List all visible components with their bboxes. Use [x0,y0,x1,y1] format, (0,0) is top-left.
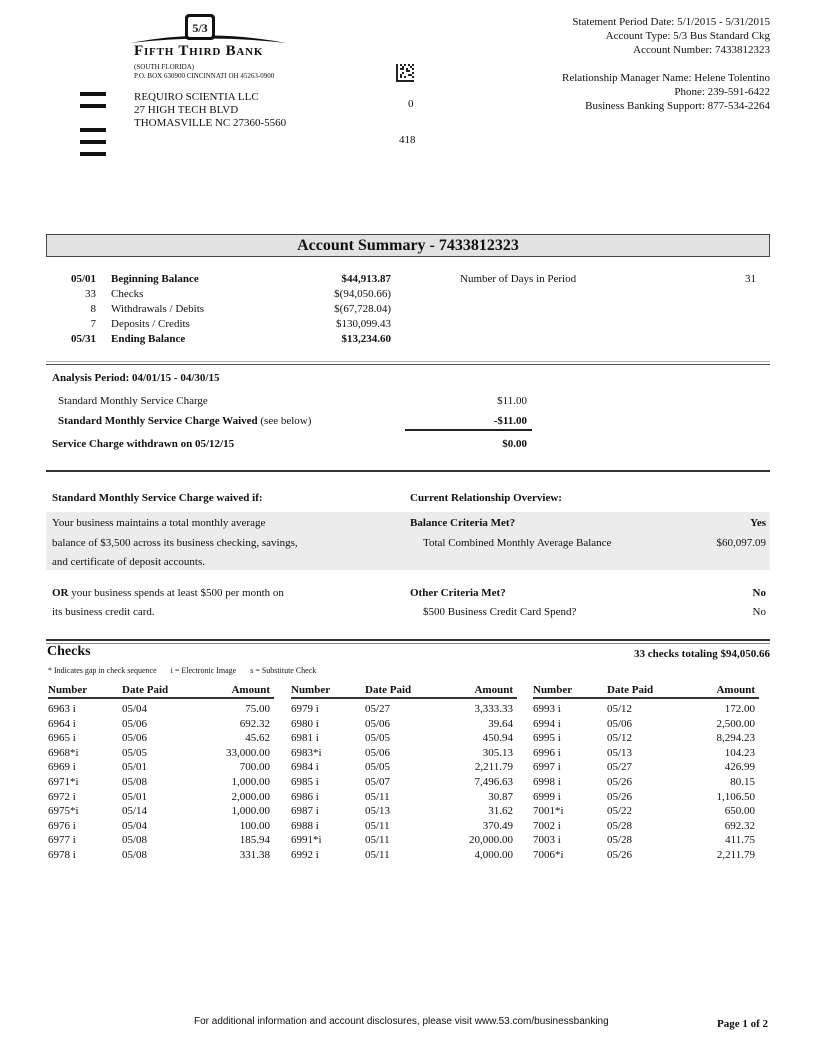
check-row [291,775,517,790]
postal-bar-marks [80,92,106,164]
cc-spend-label: $500 Business Credit Card Spend? [423,606,577,618]
balance-criteria-row [410,514,766,534]
check-amount: 31.62 [488,805,513,818]
check-row [291,717,517,732]
check-number: 6995 i [533,732,561,745]
check-amount: 331.38 [239,848,270,861]
check-number: 6988 i [291,819,319,832]
check-row [533,702,759,717]
check-row [291,848,517,863]
check-row [533,819,759,834]
check-number: 6992 i [291,848,319,861]
check-date: 05/26 [607,775,633,788]
summary-row-withdrawals [46,302,770,317]
check-date: 05/26 [607,848,633,861]
check-amount: 3,333.33 [474,703,513,715]
cc-spend-value: No [752,606,766,618]
waiver-conditions-title: Standard Monthly Service Charge waived if: [52,492,263,504]
check-amount: 4,000.00 [474,848,513,861]
header-date: Date Paid [122,684,169,696]
check-row [48,702,274,717]
check-row [291,731,517,746]
mail-code-2: 418 [399,134,416,146]
waiver-line: and certificate of deposit accounts. [52,556,206,568]
service-charge-withdrawn-row [52,434,532,454]
check-number: 6968*i [48,746,79,759]
relationship-overview [410,514,766,623]
check-number: 6987 i [291,805,319,818]
relationship-manager: Relationship Manager Name: Helene Tolentino [562,72,770,84]
check-amount: 8,294.23 [716,732,755,745]
or-label: OR [52,586,69,599]
check-date: 05/08 [122,834,148,847]
balance-criteria-value: Yes [750,517,766,529]
check-amount: 172.00 [724,703,755,715]
check-date: 05/06 [122,732,148,745]
summary-count: 33 [85,288,96,300]
check-amount: 2,000.00 [231,790,270,803]
cc-spend-row [410,603,766,623]
check-number: 6976 i [48,819,76,832]
check-amount: 185.94 [239,834,270,847]
check-row [533,731,759,746]
customer-address [134,91,286,130]
check-row [533,717,759,732]
check-number: 6996 i [533,746,561,759]
divider [46,639,770,641]
check-row [48,760,274,775]
check-amount: 692.32 [724,819,755,832]
total-underline [405,429,532,431]
header-number: Number [291,684,331,696]
check-amount: 450.94 [482,732,513,745]
check-amount: 700.00 [239,761,270,774]
check-amount: 33,000.00 [226,746,270,759]
check-date: 05/04 [122,703,148,715]
check-row [533,760,759,775]
statement-info [562,15,770,113]
check-number: 7003 i [533,834,561,847]
summary-amount: $44,913.87 [341,273,391,285]
legend-gap: * Indicates gap in check sequence [48,666,157,675]
check-row [48,746,274,761]
relationship-overview-title: Current Relationship Overview: [410,492,562,504]
check-amount: 692.32 [239,717,270,730]
check-number: 6986 i [291,790,319,803]
waiver-line: Your business maintains a total monthly average [52,517,266,529]
check-date: 05/11 [365,819,390,832]
check-date: 05/11 [365,834,390,847]
check-number: 7006*i [533,848,564,861]
summary-row-beginning [46,272,770,287]
check-row [291,702,517,717]
service-charge-value: $11.00 [497,395,527,407]
days-in-period-value: 31 [745,273,756,285]
check-amount: 1,000.00 [231,805,270,818]
check-date: 05/12 [607,732,633,745]
summary-amount: $13,234.60 [341,333,391,345]
header-amount: Amount [474,684,513,696]
avg-balance-value: $60,097.09 [716,536,766,549]
customer-name: REQUIRO SCIENTIA LLC [134,91,259,103]
check-row [48,804,274,819]
checks-title: Checks [47,644,91,659]
checks-header [291,683,517,699]
service-charge-waived-row [52,411,532,431]
check-date: 05/05 [365,732,391,745]
check-amount: 39.64 [488,717,513,730]
withdrawn-value: $0.00 [502,438,527,450]
check-date: 05/27 [365,703,391,715]
check-row [291,790,517,805]
check-row [48,775,274,790]
check-row [48,717,274,732]
waiver-conditions [52,514,298,623]
check-number: 6978 i [48,848,76,861]
check-amount: 305.13 [482,746,513,759]
statement-period: Statement Period Date: 5/1/2015 - 5/31/2015 [572,16,770,28]
summary-label: Withdrawals / Debits [111,303,205,315]
summary-label: Deposits / Credits [111,318,190,330]
summary-row-deposits [46,317,770,332]
footer-disclosure: For additional information and account disclosures, please visit www.53.com/businessbanking [194,1016,609,1027]
analysis-section [52,370,532,454]
waiver-line: balance of $3,500 across its business checking, savings, [52,536,298,549]
check-amount: 45.62 [245,732,270,745]
header-number: Number [48,684,88,696]
divider [46,361,770,362]
fifth-third-logo-icon [128,12,288,46]
waived-label: Standard Monthly Service Charge Waived [58,415,258,427]
or-text: your business spends at least $500 per month on [68,586,284,599]
check-date: 05/07 [365,775,391,788]
check-number: 6981 i [291,732,319,745]
check-row [291,760,517,775]
check-amount: 2,211.79 [474,761,513,774]
service-charge-row [52,391,532,411]
check-row [48,848,274,863]
divider [46,470,770,472]
check-date: 05/11 [365,848,390,861]
check-date: 05/06 [607,717,633,730]
check-row [291,819,517,834]
page-number: Page 1 of 2 [716,1018,768,1030]
check-amount: 100.00 [239,819,270,832]
check-number: 6999 i [533,790,561,803]
check-amount: 1,000.00 [231,775,270,788]
check-number: 7002 i [533,819,561,832]
checks-column-1 [48,683,274,863]
checks-legend [48,666,328,675]
check-date: 05/06 [365,746,391,759]
summary-date: 05/01 [70,273,96,285]
check-number: 6985 i [291,775,319,788]
check-number: 6969 i [48,761,76,774]
manager-phone: Phone: 239-591-6422 [674,86,770,98]
other-criteria-row [410,584,766,604]
check-date: 05/06 [365,717,391,730]
check-date: 05/06 [122,717,148,730]
check-date: 05/01 [122,790,148,803]
summary-row-checks [46,287,770,302]
check-date: 05/12 [607,703,633,715]
avg-balance-label: Total Combined Monthly Average Balance [423,536,612,549]
check-row [48,731,274,746]
account-summary-title: Account Summary - 7433812323 [46,234,770,257]
datamatrix-code-icon [396,64,414,82]
customer-street: 27 HIGH TECH BLVD [134,104,239,116]
check-row [291,833,517,848]
check-number: 6997 i [533,761,561,774]
summary-count: 8 [90,303,96,315]
check-amount: 370.49 [482,819,513,832]
check-amount: 2,500.00 [716,717,755,730]
checks-header [533,683,759,699]
check-row [533,775,759,790]
summary-date: 05/31 [70,333,96,345]
divider [46,643,770,644]
checks-header [48,683,274,699]
check-date: 05/01 [122,761,148,774]
bank-region: (SOUTH FLORIDA) [134,63,195,71]
summary-label: Checks [111,288,144,300]
summary-count: 7 [90,318,96,330]
checks-column-3 [533,683,759,863]
account-type: Account Type: 5/3 Bus Standard Ckg [605,30,770,42]
svg-text:5/3: 5/3 [192,21,208,35]
summary-label: Ending Balance [111,333,186,345]
check-amount: 30.87 [488,790,513,803]
check-number: 6964 i [48,717,76,730]
bank-po-box: P.O. BOX 630900 CINCINNATI OH 45263-0900 [134,72,275,80]
check-date: 05/26 [607,790,633,803]
other-criteria-label: Other Criteria Met? [410,586,506,599]
check-date: 05/22 [607,805,633,818]
waiver-line: its business credit card. [52,606,155,618]
summary-amount: $(94,050.66) [334,288,391,300]
check-amount: 80.15 [730,775,755,788]
bank-name: Fifth Third Bank [134,43,264,59]
other-criteria-value: No [752,586,766,599]
header-number: Number [533,684,573,696]
check-number: 6965 i [48,732,76,745]
check-date: 05/13 [365,805,391,818]
summary-label: Beginning Balance [111,273,199,285]
check-row [533,790,759,805]
check-row [48,833,274,848]
check-date: 05/27 [607,761,633,774]
avg-balance-row [410,534,766,554]
check-number: 6971*i [48,775,79,788]
check-number: 6972 i [48,790,76,803]
check-row [291,746,517,761]
check-row [533,746,759,761]
summary-row-ending [46,332,770,347]
check-number: 6994 i [533,717,561,730]
check-number: 6998 i [533,775,561,788]
check-date: 05/14 [122,805,148,818]
check-number: 6975*i [48,805,79,818]
check-date: 05/08 [122,775,148,788]
checks-column-2 [291,683,517,863]
check-date: 05/11 [365,790,390,803]
check-amount: 1,106.50 [716,790,755,803]
waived-value: -$11.00 [493,415,527,427]
check-number: 6984 i [291,761,319,774]
header-date: Date Paid [607,684,654,696]
check-number: 6991*i [291,834,322,847]
summary-amount: $130,099.43 [336,318,391,330]
check-row [48,790,274,805]
checks-total: 33 checks totaling $94,050.66 [634,648,770,660]
check-amount: 650.00 [724,805,755,818]
check-date: 05/28 [607,819,633,832]
service-charge-label: Standard Monthly Service Charge [58,395,208,407]
divider [46,364,770,365]
waiver-or-line [52,584,298,604]
check-amount: 7,496.63 [474,775,513,788]
support-phone: Business Banking Support: 877-534-2264 [585,100,770,112]
check-amount: 2,211.79 [716,848,755,861]
header-amount: Amount [231,684,270,696]
check-number: 6980 i [291,717,319,730]
check-number: 6977 i [48,834,76,847]
analysis-period-title: Analysis Period: 04/01/15 - 04/30/15 [52,372,220,384]
check-row [533,833,759,848]
check-date: 05/28 [607,834,633,847]
check-number: 6963 i [48,703,76,715]
check-amount: 104.23 [724,746,755,759]
check-date: 05/13 [607,746,633,759]
mail-code-1: 0 [408,98,414,110]
check-amount: 20,000.00 [469,834,513,847]
header-amount: Amount [716,684,755,696]
check-date: 05/05 [365,761,391,774]
check-number: 6983*i [291,746,322,759]
legend-electronic: i = Electronic Image [170,666,237,675]
check-row [533,804,759,819]
header-date: Date Paid [365,684,412,696]
check-number: 6979 i [291,703,319,715]
customer-city: THOMASVILLE NC 27360-5560 [134,117,287,129]
balance-criteria-label: Balance Criteria Met? [410,517,516,529]
check-amount: 411.75 [725,834,755,847]
check-row [533,848,759,863]
check-amount: 426.99 [724,761,755,774]
bank-address [134,63,274,81]
check-row [291,804,517,819]
withdrawn-label: Service Charge withdrawn on 05/12/15 [52,438,235,450]
check-amount: 75.00 [245,703,270,715]
waived-note: (see below) [257,415,312,427]
check-date: 05/05 [122,746,148,759]
account-number: Account Number: 7433812323 [633,44,770,56]
account-summary-table [46,272,770,347]
check-date: 05/04 [122,819,148,832]
legend-substitute: s = Substitute Check [250,666,317,675]
check-row [48,819,274,834]
check-date: 05/08 [122,848,148,861]
summary-amount: $(67,728.04) [334,303,391,315]
check-number: 6993 i [533,703,561,715]
days-in-period-label: Number of Days in Period [460,273,577,285]
check-number: 7001*i [533,805,564,818]
